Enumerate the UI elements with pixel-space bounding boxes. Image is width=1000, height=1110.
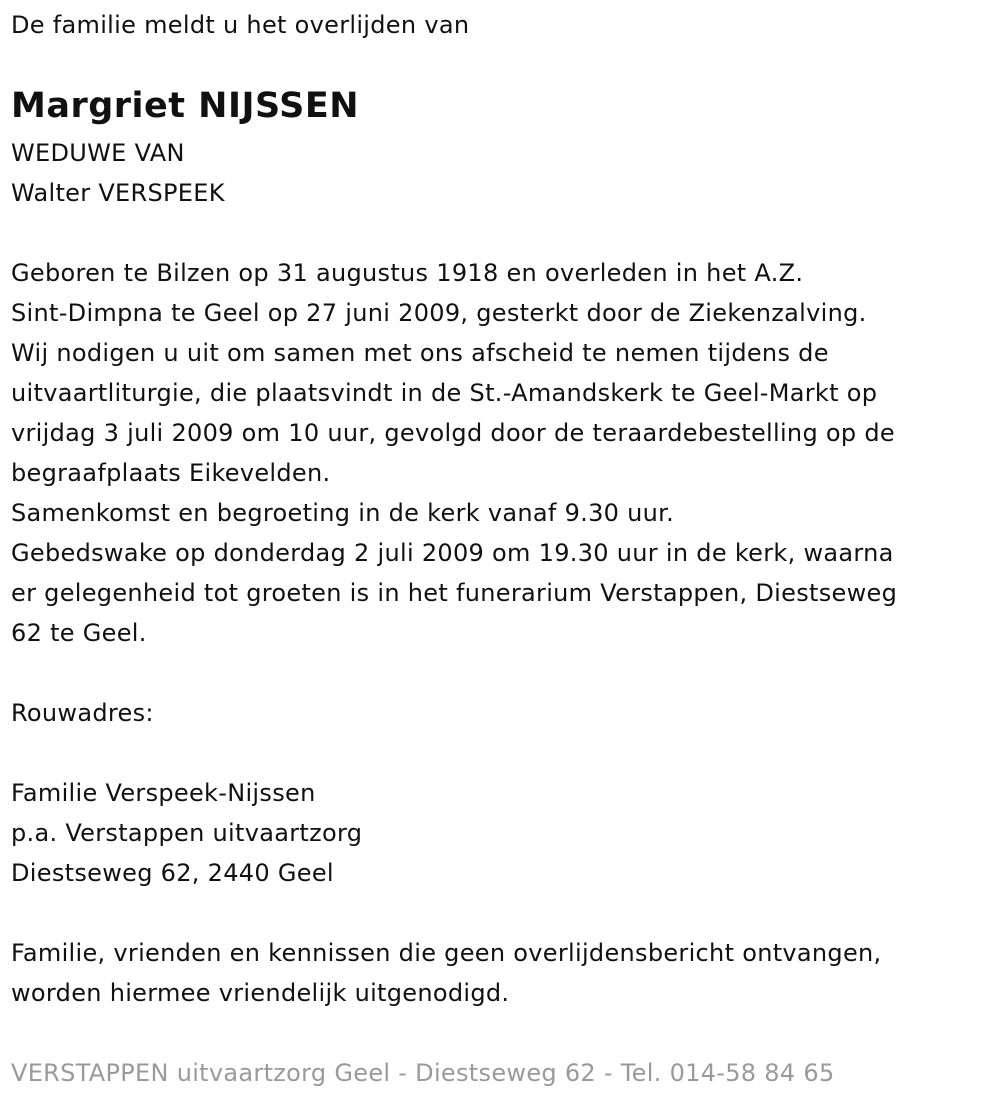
announcement-line: Geboren te Bilzen op 31 augustus 1918 en overleden in het A.Z. [11, 259, 804, 287]
intro-text: De familie meldt u het overlijden van [11, 11, 470, 39]
announcement-line: Sint-Dimpna te Geel op 27 juni 2009, gesterkt door de Ziekenzalving. [11, 299, 867, 327]
address-line: Diestseweg 62, 2440 Geel [11, 859, 334, 887]
invitation-line: worden hiermee vriendelijk uitgenodigd. [11, 979, 510, 1007]
spouse-name: Walter VERSPEEK [11, 179, 225, 207]
announcement-line: uitvaartliturgie, die plaatsvindt in de St.-Amandskerk te Geel-Markt op [11, 379, 878, 407]
address-line: p.a. Verstappen uitvaartzorg [11, 819, 363, 847]
announcement-line: vrijdag 3 juli 2009 om 10 uur, gevolgd door de teraardebestelling op de [11, 419, 895, 447]
address-label: Rouwadres: [11, 699, 154, 727]
deceased-relation: WEDUWE VAN [11, 139, 185, 167]
announcement-line: Wij nodigen u uit om samen met ons afscheid te nemen tijdens de [11, 339, 829, 367]
address-line: Familie Verspeek-Nijssen [11, 779, 316, 807]
announcement-line: er gelegenheid tot groeten is in het funerarium Verstappen, Diestseweg [11, 579, 898, 607]
announcement-line: Samenkomst en begroeting in de kerk vanaf 9.30 uur. [11, 499, 675, 527]
deceased-name: Margriet NIJSSEN [11, 86, 360, 126]
announcement-line: Gebedswake op donderdag 2 juli 2009 om 19.30 uur in de kerk, waarna [11, 539, 894, 567]
announcement-line: begraafplaats Eikevelden. [11, 459, 331, 487]
invitation-line: Familie, vrienden en kennissen die geen overlijdensbericht ontvangen, [11, 939, 882, 967]
announcement-line: 62 te Geel. [11, 619, 147, 647]
footer-contact: VERSTAPPEN uitvaartzorg Geel - Diestseweg 62 - Tel. 014-58 84 65 [11, 1059, 835, 1087]
